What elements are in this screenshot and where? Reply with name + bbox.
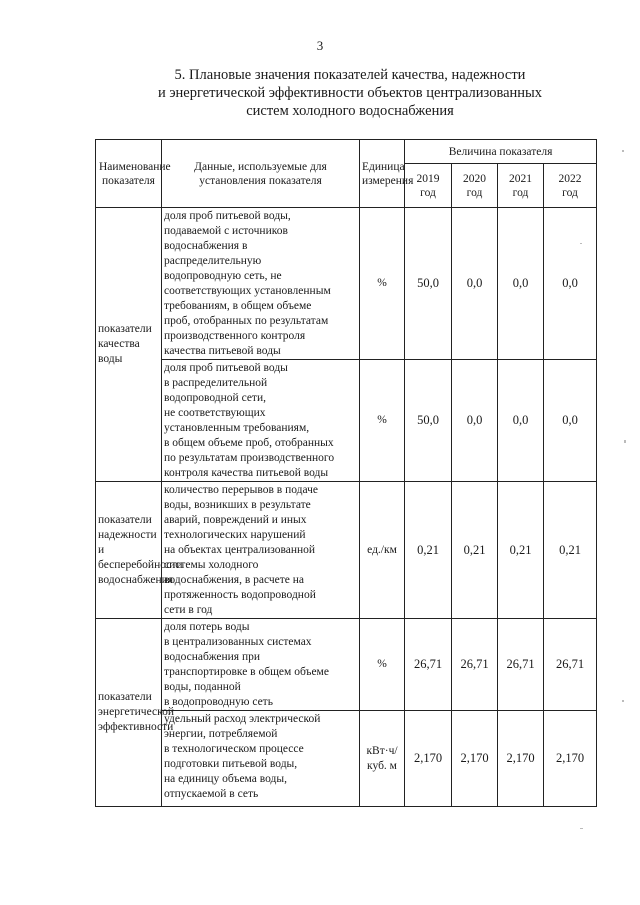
value-cell: 0,0 xyxy=(452,360,498,482)
value-cell: 0,21 xyxy=(498,482,544,619)
title-line: 5. Плановые значения показателей качества, надежности xyxy=(174,67,526,83)
title-line: систем холодного водоснабжения xyxy=(246,103,454,119)
row-unit: % xyxy=(360,208,405,360)
row-unit: % xyxy=(360,619,405,711)
row-description: удельный расход электрической энергии, потребляемой в технологическом процессе подготовки питьевой воды, на единицу объема воды, отпускаемой в сеть xyxy=(162,711,360,807)
value-cell: 2,170 xyxy=(405,711,452,807)
title-line: и энергетической эффективности объектов централизованных xyxy=(157,85,543,101)
value-cell: 0,0 xyxy=(544,208,597,360)
indicators-table xyxy=(95,139,597,807)
scan-speck xyxy=(622,700,624,702)
table-row xyxy=(96,711,597,807)
value-cell: 0,0 xyxy=(452,208,498,360)
value-cell: 0,0 xyxy=(498,208,544,360)
row-unit: % xyxy=(360,360,405,482)
row-description: количество перерывов в подаче воды, возникших в результате аварий, повреждений и иных технологических нарушений на объектах централизованной системы холодного водоснабжения, в расчете на протяженность водопроводной сети в год xyxy=(162,482,360,619)
value-cell: 0,21 xyxy=(544,482,597,619)
page-number: 3 xyxy=(316,38,324,53)
value-cell: 50,0 xyxy=(405,208,452,360)
value-cell: 26,71 xyxy=(498,619,544,711)
document-title xyxy=(100,66,600,120)
table-row xyxy=(96,208,597,360)
scan-speck xyxy=(624,440,626,443)
group-name-reliability: показатели надежности и бесперебойности водоснабжения xyxy=(96,482,162,619)
table-row xyxy=(96,360,597,482)
table-row xyxy=(96,482,597,619)
table-row xyxy=(96,619,597,711)
scan-speck xyxy=(622,150,624,152)
row-description: доля потерь воды в централизованных системах водоснабжения при транспортировке в общем объеме воды, поданной в водопроводную сеть xyxy=(162,619,360,711)
value-cell: 0,0 xyxy=(544,360,597,482)
group-name-quality: показатели качества воды xyxy=(96,208,162,482)
row-unit: кВт·ч/ куб. м xyxy=(360,711,405,807)
value-cell: 26,71 xyxy=(405,619,452,711)
row-unit: ед./км xyxy=(360,482,405,619)
header-year: 2022 год xyxy=(544,164,597,208)
header-value-group: Величина показателя xyxy=(405,140,597,164)
value-cell: 0,0 xyxy=(498,360,544,482)
header-data: Данные, используемые для установления показателя xyxy=(162,140,360,208)
header-year: 2019 год xyxy=(405,164,452,208)
header-year: 2021 год xyxy=(498,164,544,208)
row-description: доля проб питьевой воды в распределительной водопроводной сети, не соответствующих установленным требованиям, в общем объеме проб, отобранных по результатам производственного контроля качества питьевой воды xyxy=(162,360,360,482)
value-cell: 0,21 xyxy=(405,482,452,619)
header-row xyxy=(96,140,597,164)
value-cell: 2,170 xyxy=(498,711,544,807)
value-cell: 0,21 xyxy=(452,482,498,619)
scan-speck xyxy=(580,243,582,244)
group-name-energy: показатели энергетической эффективности xyxy=(96,619,162,807)
header-year: 2020 год xyxy=(452,164,498,208)
value-cell: 26,71 xyxy=(452,619,498,711)
value-cell: 2,170 xyxy=(452,711,498,807)
value-cell: 26,71 xyxy=(544,619,597,711)
value-cell: 2,170 xyxy=(544,711,597,807)
header-unit: Единица измерения xyxy=(360,140,405,208)
value-cell: 50,0 xyxy=(405,360,452,482)
header-name: Наименование показателя xyxy=(96,140,162,208)
scan-speck xyxy=(580,828,583,829)
row-description: доля проб питьевой воды, подаваемой с источников водоснабжения в распределительную водопроводную сеть, не соответствующих установленным требованиям, в общем объеме проб, отобранных по результатам производственного контроля качества питьевой воды xyxy=(162,208,360,360)
